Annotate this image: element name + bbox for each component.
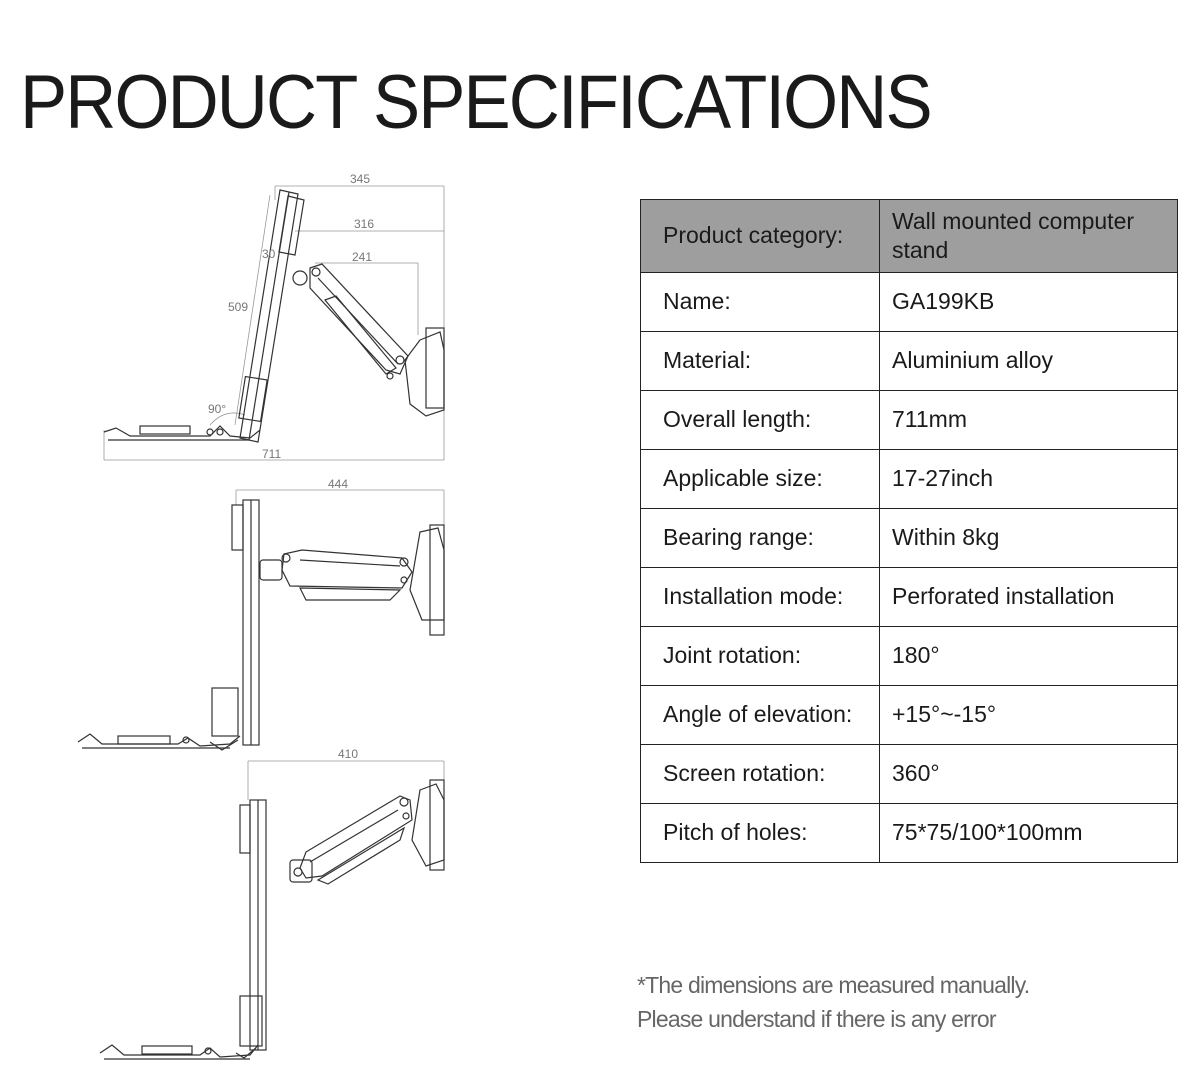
dim-90-deg: 90°: [208, 402, 227, 416]
disclaimer-note: [637, 968, 1029, 1036]
dim-711: 711: [262, 447, 282, 461]
spec-label: Bearing range:: [641, 509, 880, 568]
spec-value: Within 8kg: [880, 509, 1178, 568]
spec-row: [641, 332, 1178, 391]
spec-label: Joint rotation:: [641, 627, 880, 686]
spec-row: [641, 686, 1178, 745]
spec-value: Wall mounted computer stand: [880, 200, 1178, 273]
spec-label: Name:: [641, 273, 880, 332]
spec-row: [641, 745, 1178, 804]
spec-value: 360°: [880, 745, 1178, 804]
view-3-raised: [100, 761, 444, 1059]
page-title: PRODUCT SPECIFICATIONS: [20, 59, 931, 145]
spec-label: Screen rotation:: [641, 745, 880, 804]
spec-label: Installation mode:: [641, 568, 880, 627]
spec-row: [641, 568, 1178, 627]
dim-410: 410: [338, 747, 359, 761]
dim-444: 444: [328, 477, 349, 491]
spec-label: Applicable size:: [641, 450, 880, 509]
view-1-tilted: [104, 186, 444, 460]
spec-row: [641, 627, 1178, 686]
spec-row: [641, 450, 1178, 509]
spec-value: GA199KB: [880, 273, 1178, 332]
disclaimer-line-1: *The dimensions are measured manually.: [637, 972, 1030, 998]
dim-345: 345: [350, 172, 371, 186]
view-2-extended: [78, 490, 444, 750]
spec-value: +15°~-15°: [880, 686, 1178, 745]
dim-30: 30: [262, 247, 276, 261]
spec-value: 711mm: [880, 391, 1178, 450]
dim-316: 316: [354, 217, 375, 231]
spec-value: 75*75/100*100mm: [880, 804, 1178, 863]
spec-label: Overall length:: [641, 391, 880, 450]
spec-row: [641, 391, 1178, 450]
spec-header-row: [641, 200, 1178, 273]
spec-table: [640, 199, 1178, 863]
spec-label: Product category:: [641, 200, 880, 273]
spec-row: [641, 804, 1178, 863]
dim-241: 241: [352, 250, 373, 264]
spec-label: Material:: [641, 332, 880, 391]
spec-value: 180°: [880, 627, 1178, 686]
spec-row: [641, 273, 1178, 332]
spec-label: Angle of elevation:: [641, 686, 880, 745]
dim-509: 509: [228, 300, 249, 314]
disclaimer-line-2: Please understand if there is any error: [637, 1006, 996, 1032]
spec-value: Aluminium alloy: [880, 332, 1178, 391]
spec-label: Pitch of holes:: [641, 804, 880, 863]
spec-value: 17-27inch: [880, 450, 1178, 509]
spec-row: [641, 509, 1178, 568]
spec-value: Perforated installation: [880, 568, 1178, 627]
technical-drawing: [60, 160, 460, 1070]
